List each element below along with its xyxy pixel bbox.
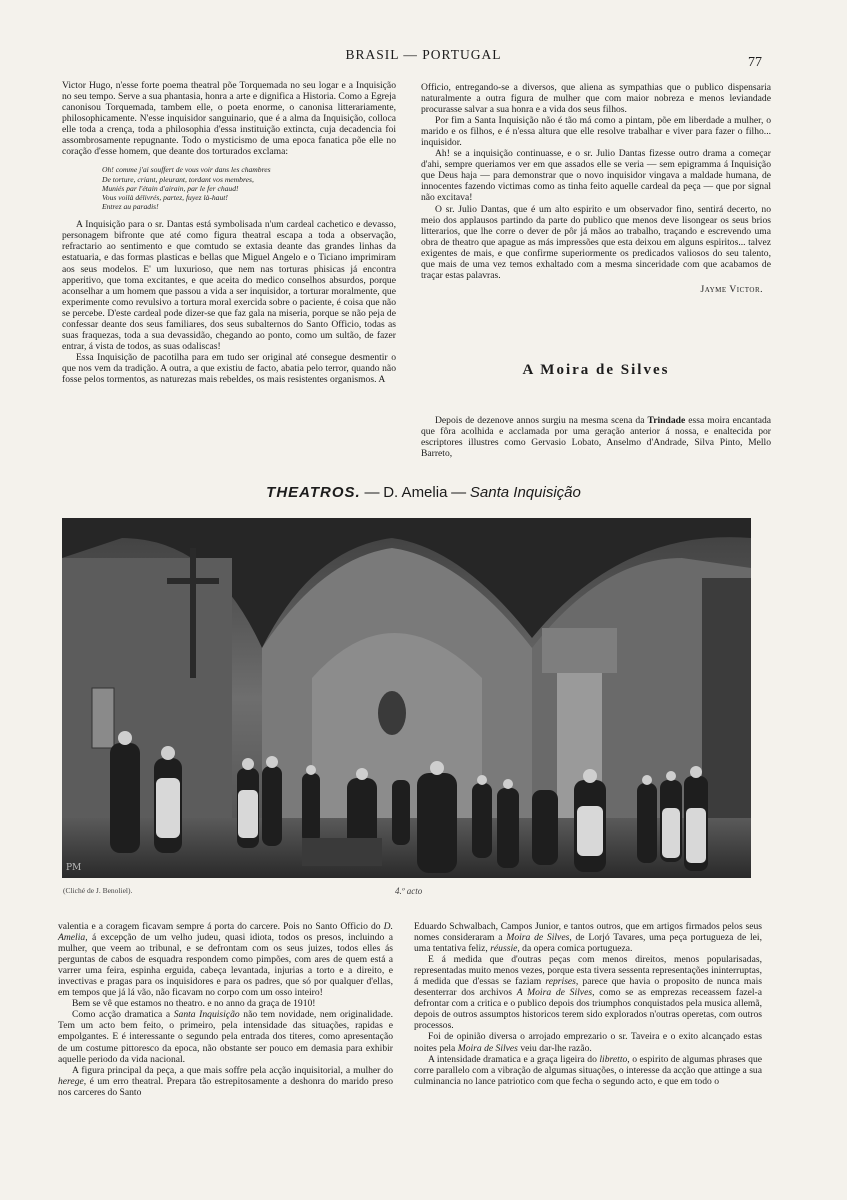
photo-credit: (Cliché de J. Benoliel). bbox=[63, 886, 133, 895]
verse-line: Entrez au paradis! bbox=[102, 202, 159, 212]
verse-quote bbox=[102, 165, 396, 211]
running-title: BRASIL — PORTUGAL bbox=[345, 47, 502, 62]
text-run-italic: herege bbox=[58, 1075, 84, 1087]
photographer-monogram: PM bbox=[66, 863, 82, 873]
text-run-italic: D. Amelia bbox=[58, 921, 393, 944]
paragraph: Officio, entregando-se a diversos, que aliena as sympathias que o publico dispensaria naturalmente a outra figura de mulher que com maior nobreza e menos leviandade procurasse salvar a sua honra e a vida dos seus filhos. bbox=[421, 82, 771, 116]
text-run: E á medida que d'outras peças com menos direitos, menos popularisadas, representadas muito menos vezes, porque esta tivera sessenta representações ininterruptas, á medida que d'essas se faziam bbox=[414, 954, 762, 988]
paragraph bbox=[414, 921, 762, 954]
paragraph: A Inquisição para o sr. Dantas está symbolisada n'um cardeal cachetico e devasso, personagem bifronte que até como figura theatral escapa a toda a observação, refractario ao sentimento e que comtudo se extasia deante das grandes linhas da estatuaria, e das formas plasticas e bellas que Miguel Angelo e o Ticiano imprimiram aos seus modelos. E' um luxurioso, que nem nas torturas phisicas já encontra apperitivo, que toma excitantes, e que aceita do medico conselhos absurdos, porque aconselhar a um homem que passou a vida a ser inquisidor, a torturar moralmente, que experimente como revulsivo a tortura moral exercida sobre o paciente, é coisa que não se percebe. D'este cardeal pode dizer-se que faz gala na miseria, porque se não peja de confessar deante dos seus familiares, dos seus subalternos do Santo Officio, todas as suas fraquezas, toda a sua devassidão, chegando ao ponto, como um sultão, de fazer entrar, á vista de todos, as suas odaliscas! bbox=[62, 219, 396, 352]
text-run: , á excepção de um velho judeu, quasi idiota, todos os presos, incluindo a mulher, que veem ao tribunal, e se defrontam com os seus juizes, todos elles ás perguntas de cabos de esquadra respondem como pimpões, com ares de quem está a varrer uma feira, espinha erguida, cabeça levantada, injurias a torto e a direito, e invectivas e pragas para os inquisidores e para os padres, que só por qualquer d'ellas, em tempos que já lá vão, não ficavam no corpo com um osso inteiro! bbox=[58, 932, 393, 999]
section-title-moira: A Moira de Silves bbox=[522, 362, 670, 378]
text-run-italic: Moira de Silves bbox=[457, 1042, 518, 1054]
article-column-bottom-left bbox=[58, 921, 393, 1098]
paragraph bbox=[414, 954, 762, 1031]
text-run: Foi de opinião diversa o arrojado emprezario o sr. Taveira e o exito alcançado estas noites pela bbox=[414, 1031, 762, 1054]
text-run: , da opera comica portugueza. bbox=[517, 943, 633, 955]
text-run: , é um erro theatral. Prepara tão estrepitosamente a deshonra do marido preso nos carceres do Santo bbox=[58, 1075, 393, 1098]
text-run: , o espirito de algumas phrases que corre parallelo com a vibração de algumas situações, o interesse da acção que attinge a sua culminancia no lance patriotico com que fecha o segundo acto, e que em todo o bbox=[414, 1053, 762, 1087]
paragraph: Ah! se a inquisição continuasse, e o sr. Julio Dantas fizesse outro drama a começar d'ahi, sempre queriamos ver em que assados elle se veria — sem epigramma á Inquisição que Deus haja — para demonstrar que o novo inquisidor vingava a maldade humana, de innocentes fazendo victimas como as tinha feito aquelle cardeal da peça — que por signal não excitava! bbox=[421, 148, 771, 204]
article-column-top-left bbox=[62, 80, 396, 385]
author-signature: Jayme Victor. bbox=[700, 284, 763, 295]
paragraph: Bem se vê que estamos no theatro. e no anno da graça de 1910! bbox=[72, 998, 316, 1010]
verse-line: Muniés par l'étain d'airain, par le fer chaud! bbox=[102, 183, 239, 193]
paragraph: Essa Inquisição de pacotilha para em tudo ser original até consegue desmentir o que nos vem da tradição. A outra, a que existiu de facto, abatia pelo terror, quando não fosse pelos tormentos, as naturezas mais rebeldes, os mais resistentes organismos. A bbox=[62, 351, 396, 385]
text-run: , como se as emprezas receassem fazel-a defrontar com a critica e o publico depois dos triumphos conquistados pela musica allemã, depois de outros assumptos historicos terem sido explorados n'outras operetas, com outros processos. bbox=[414, 987, 762, 1032]
text-run: A figura principal da peça, a que mais soffre pela acção inquisitorial, a mulher do bbox=[72, 1064, 393, 1076]
venue-name: D. Amelia bbox=[383, 484, 448, 501]
text-run: A intensidade dramatica e a graça ligeira do bbox=[428, 1053, 600, 1065]
article-column-top-right bbox=[421, 82, 771, 296]
dash: — bbox=[451, 484, 467, 501]
photo-illustration bbox=[62, 518, 751, 878]
text-run: não tem novidade, nem originalidade. Tem um acto bem feito, o primeiro, pela intensidade das situações, rapidas e empolgantes. E é interessante o segundo pela entrada dos titeres, como apresentação de um costume pittoresco da epoca, não obstante ser pouco em demasia para exhibir aquelle periodo da vida nacional. bbox=[58, 1009, 393, 1065]
verse-line: De torture, criant, pleurant, tordant vos membres, bbox=[102, 174, 254, 184]
article-column-bottom-right bbox=[414, 921, 762, 1087]
text-run-italic: reprises bbox=[545, 976, 576, 988]
paragraph bbox=[421, 415, 771, 459]
text-run: Depois de dezenove annos surgiu na mesma scena da bbox=[435, 415, 648, 426]
play-title: Santa Inquisição bbox=[469, 484, 581, 501]
text-run: veiu dar-lhe razão. bbox=[517, 1042, 592, 1054]
section-label: THEATROS. bbox=[266, 484, 361, 501]
text-run: , parece que havia o proposito de nunca mais desenterrar dos archivos bbox=[414, 976, 762, 999]
text-run: , de Lorjó Tavares, uma peça portugueza de lei, uma tentativa feliz, bbox=[414, 932, 762, 955]
text-run: Eduardo Schwalbach, Campos Junior, e tantos outros, que em artigos firmados pelos seus nomes consideraram a bbox=[414, 921, 762, 944]
text-run-bold: Trindade bbox=[647, 415, 686, 426]
article-column-moira bbox=[421, 415, 771, 459]
text-run: essa moira encantada que fôra acolhida e acclamada por uma geração anterior á nossa, e enaltecida por escriptores illustres como Gervasio Lobato, Anselmo d'Andrade, Silva Pinto, Mello Barreto, bbox=[421, 415, 772, 460]
text-run-italic: libretto bbox=[599, 1053, 628, 1065]
verse-line: Vous voilà délivrés, partez, fuyez là-haut! bbox=[102, 192, 228, 202]
text-run-italic: Santa Inquisição bbox=[173, 1009, 240, 1021]
text-run-italic: réussie bbox=[490, 943, 518, 955]
verse-line: Oh! comme j'ai souffert de vous voir dans les chambres bbox=[102, 165, 271, 175]
paragraph bbox=[414, 1054, 762, 1087]
text-run: Como acção dramatica a bbox=[72, 1009, 174, 1021]
theatros-heading bbox=[0, 484, 847, 502]
text-run: valentia e a coragem ficavam sempre á porta do carcere. Pois no Santo Officio do bbox=[58, 921, 384, 932]
paragraph: Victor Hugo, n'esse forte poema theatral põe Torquemada no seu logar e a Inquisição no seu tempo. Serve a sua phantasia, honra a arte e dignifica a Historia. Como a Egreja canonisou Torquemada, tambem elle, o poeta enorme, o canonisa litterariamente, philosophicamente. N'esse inquisidor sanguinario, que é a alma da Inquisição, colloca elle toda a crença, toda a philosophia d'essa instituição extincta, cuja decadencia foi assombrosamente repugnante. Todo o mysticismo de uma epoca fanatica põe elle no coração d'esse homem, que deante dos torturados exclama: bbox=[62, 80, 396, 158]
stage-photograph bbox=[62, 518, 751, 878]
paragraph bbox=[58, 1009, 393, 1064]
paragraph: O sr. Julio Dantas, que é um alto espirito e um observador fino, sentirá decerto, no meio dos applausos partindo da parte do publico que menos deve lisongear os seus brios litterarios, que lhe corre o dever de pôr já mãos ao trabalho, traçando e escrevendo uma obra de theatro que apague as más impressões que esta deixou em alguns espiritos... talvez exigentes de mais, e que confirme superiormente os predicados valiosos do seu talento, que mais de uma vez temos exhaltado com a mesma sinceridade com que acabamos de traçar estas palavras. bbox=[421, 203, 771, 281]
paragraph bbox=[58, 921, 393, 998]
page-number: 77 bbox=[748, 55, 762, 70]
paragraph bbox=[58, 1065, 393, 1098]
dash: — bbox=[364, 484, 380, 501]
paragraph bbox=[414, 1031, 762, 1053]
paragraph: Por fim a Santa Inquisição não é tão má como a pintam, põe em liberdade a mulher, o marido e os filhos, e é n'essa altura que elle resolve trabalhar e viver para fazer o filho... inquisidor. bbox=[421, 115, 771, 149]
photo-caption: 4.º acto bbox=[395, 886, 423, 896]
text-run-italic: A Moira de Silves bbox=[516, 987, 593, 999]
text-run-italic: Moira de Silves bbox=[506, 932, 570, 944]
